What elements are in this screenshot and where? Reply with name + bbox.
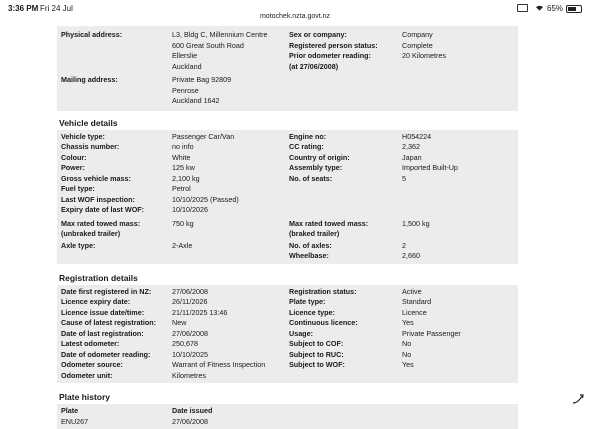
- field-value: 2,100 kg: [172, 173, 200, 183]
- detail-row: [57, 174, 518, 185]
- field-label: Vehicle type:: [61, 131, 105, 141]
- field-value: 2-Axle: [172, 240, 193, 250]
- detail-row: [57, 308, 518, 319]
- detail-row: [57, 350, 518, 361]
- field-label: Axle type:: [61, 240, 96, 250]
- rotate-icon[interactable]: [572, 392, 584, 404]
- detail-row: [57, 241, 518, 252]
- field-label: [289, 205, 402, 216]
- field-value: Petrol: [172, 184, 191, 193]
- status-time: 3:36 PM: [8, 4, 39, 13]
- plate-date-issued: 27/06/2008: [172, 416, 208, 426]
- field-label: Date of last registration:: [61, 328, 144, 338]
- field-value: Yes: [402, 318, 414, 327]
- field-label: CC rating:: [289, 142, 324, 151]
- field-label: Continuous licence:: [289, 318, 358, 327]
- battery-icon: [566, 5, 582, 13]
- detail-row: [57, 205, 518, 216]
- detail-row: [57, 184, 518, 195]
- field-value: Kilometres: [172, 370, 206, 380]
- field-label: [289, 184, 402, 195]
- owner-field: [57, 30, 289, 72]
- field-label: Last WOF inspection:: [61, 194, 135, 204]
- registration-details-heading: Registration details: [59, 272, 138, 283]
- detail-row: [57, 287, 518, 298]
- field-label: Subject to WOF:: [289, 360, 345, 369]
- field-label: Expiry date of last WOF:: [61, 205, 145, 214]
- plate-history-table: [57, 404, 518, 429]
- field-label: Engine no:: [289, 131, 327, 141]
- owner-field: [289, 41, 518, 52]
- field-label: Latest odometer:: [61, 339, 120, 348]
- field-value: Passenger Car/Van: [172, 131, 235, 141]
- table-row: [57, 417, 518, 428]
- field-value: [172, 251, 289, 262]
- field-label: Licence expiry date:: [61, 297, 131, 306]
- field-label: Physical address:: [61, 30, 123, 39]
- field-label: Date first registered in NZ:: [61, 286, 152, 296]
- field-label: Licence type:: [289, 307, 335, 317]
- vehicle-details: [57, 130, 518, 264]
- plate-history-heading: Plate history: [59, 392, 111, 402]
- detail-row: [57, 318, 518, 329]
- field-label: [57, 251, 172, 262]
- field-value: Company: [402, 30, 433, 39]
- field-label: No. of seats:: [289, 173, 333, 183]
- registration-details: [57, 285, 518, 384]
- field-value: no info: [172, 142, 194, 151]
- vehicle-details-heading: Vehicle details: [59, 117, 118, 128]
- plate-table-header: [57, 406, 518, 417]
- field-value: 10/10/2025 (Passed): [172, 194, 239, 204]
- field-value: 125 kw: [172, 163, 195, 172]
- field-value: No: [402, 339, 412, 348]
- url-text: motochek.nzta.govt.nz: [259, 13, 331, 20]
- field-label: Wheelbase:: [289, 251, 329, 260]
- status-right: [535, 4, 582, 13]
- field-label: Registration status:: [289, 286, 357, 296]
- plate-number: ENU267: [61, 416, 89, 426]
- owner-right-column: [289, 30, 518, 107]
- field-value: [402, 205, 518, 216]
- field-label: Gross vehicle mass:: [61, 173, 131, 183]
- field-label: Registered person status:: [289, 40, 378, 50]
- detail-row: [57, 339, 518, 350]
- field-value: 27/06/2008: [172, 286, 208, 296]
- detail-row: [57, 153, 518, 164]
- field-value: Yes: [402, 360, 414, 369]
- detail-row: [57, 360, 518, 371]
- date-issued-column-header: Date issued: [172, 406, 213, 415]
- field-value: 26/11/2026: [172, 297, 208, 306]
- field-value: White: [172, 152, 191, 162]
- owner-details: [57, 26, 518, 111]
- tablet-icon: [517, 4, 528, 12]
- field-label: Power:: [61, 163, 85, 172]
- owner-left-column: [57, 30, 289, 107]
- field-value: Active: [402, 286, 422, 296]
- owner-field: [289, 30, 518, 41]
- field-value: [402, 371, 518, 382]
- battery-percent: 65%: [546, 4, 563, 13]
- field-value: 10/10/2025: [172, 349, 208, 359]
- field-value: 20 Kilometres: [402, 51, 446, 60]
- field-value: 10/10/2026: [172, 205, 208, 214]
- owner-field: [57, 75, 289, 107]
- field-value: 2,660: [402, 251, 420, 260]
- detail-row: [57, 163, 518, 174]
- field-value: No: [402, 349, 412, 359]
- detail-row: [57, 219, 518, 240]
- field-label: Prior odometer reading: (at 27/06/2008): [289, 51, 371, 71]
- page-content: [57, 22, 518, 426]
- field-label: Max rated towed mass: (unbraked trailer): [61, 218, 141, 238]
- plate-column-header: Plate: [61, 406, 79, 415]
- detail-row: [57, 329, 518, 340]
- field-label: Date of odometer reading:: [61, 349, 151, 359]
- field-label: Odometer source:: [61, 360, 123, 369]
- field-label: Licence issue date/time:: [61, 307, 145, 317]
- field-value: L3, Bldg C, Millennium Centre 600 Great South Road Ellerslie Auckland: [172, 30, 268, 71]
- field-label: Plate type:: [289, 297, 326, 306]
- field-label: Max rated towed mass: (braked trailer): [289, 218, 369, 238]
- field-label: Country of origin:: [289, 152, 350, 162]
- status-date: Fri 24 Jul: [40, 4, 73, 13]
- field-value: Complete: [402, 40, 433, 50]
- field-value: [402, 195, 518, 206]
- field-label: Assembly type:: [289, 163, 343, 172]
- field-label: Colour:: [61, 152, 87, 162]
- field-label: No. of axles:: [289, 240, 332, 250]
- field-value: Japan: [402, 152, 422, 162]
- field-value: 2: [402, 240, 406, 250]
- detail-row: [57, 297, 518, 308]
- field-value: 27/06/2008: [172, 328, 208, 338]
- field-value: 1,500 kg: [402, 218, 430, 228]
- field-value: New: [172, 318, 187, 327]
- detail-row: [57, 132, 518, 143]
- field-value: Licence: [402, 307, 427, 317]
- detail-row: [57, 195, 518, 206]
- field-value: Imported Built-Up: [402, 163, 458, 172]
- field-label: Odometer unit:: [61, 370, 113, 380]
- field-label: [289, 195, 402, 206]
- field-label: Fuel type:: [61, 184, 95, 193]
- field-value: 2,362: [402, 142, 420, 151]
- owner-field: [289, 51, 518, 72]
- field-value: 250,678: [172, 339, 198, 348]
- field-value: Private Passenger: [402, 328, 461, 338]
- field-label: Chassis number:: [61, 142, 120, 151]
- field-label: Subject to COF:: [289, 339, 344, 348]
- field-value: [402, 184, 518, 195]
- detail-row: [57, 371, 518, 382]
- field-value: 750 kg: [172, 218, 194, 228]
- field-value: H054224: [402, 131, 432, 141]
- field-label: Subject to RUC:: [289, 349, 344, 359]
- detail-row: [57, 142, 518, 153]
- detail-row: [57, 251, 518, 262]
- field-label: Mailing address:: [61, 75, 118, 84]
- field-value: Private Bag 92809 Penrose Auckland 1642: [172, 75, 232, 105]
- field-value: 5: [402, 173, 406, 183]
- field-label: Usage:: [289, 328, 313, 338]
- field-value: Warrant of Fitness Inspection: [172, 360, 266, 369]
- field-value: 21/11/2025 13:46: [172, 307, 228, 317]
- wifi-icon: [535, 4, 544, 13]
- field-value: Standard: [402, 297, 432, 306]
- field-label: Sex or company:: [289, 30, 347, 39]
- field-label: Cause of latest registration:: [61, 318, 157, 327]
- field-label: [289, 371, 402, 382]
